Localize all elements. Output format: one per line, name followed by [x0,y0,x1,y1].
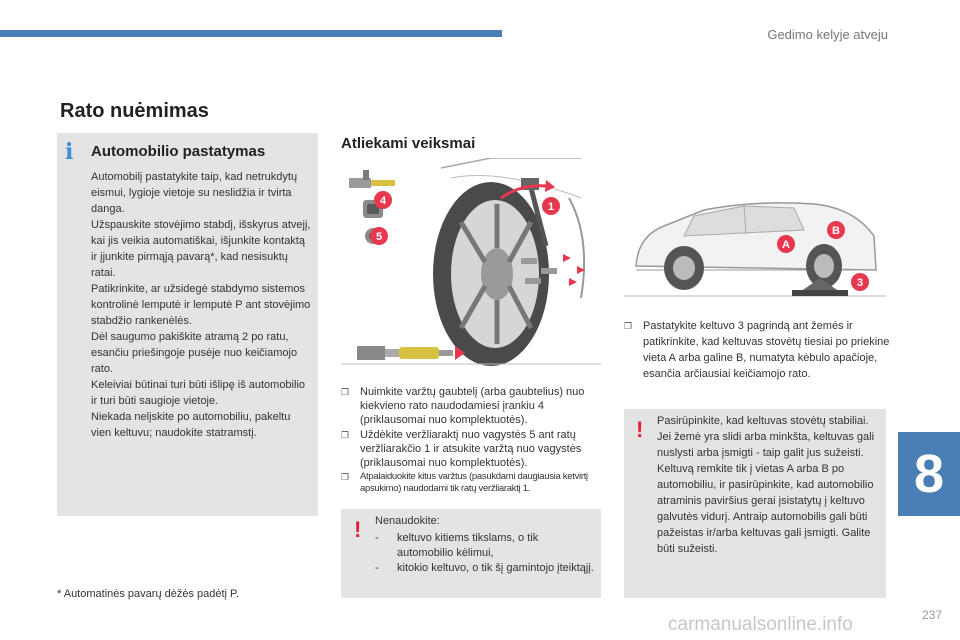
actions-heading: Atliekami veiksmai [341,135,476,152]
marker-3 [851,273,869,291]
marker-label: 5 [375,231,383,243]
marker-4 [374,191,392,209]
info-paragraph: Keleiviai būtinai turi būti išlipę iš automobilio ir turi būti saugioje vietoje. [91,379,306,407]
steps-list [341,385,601,496]
warning-item: - kitokio keltuvo, o tik šį gamintojo įteiktąjį. [375,562,594,574]
header-accent-bar [0,30,502,37]
warning-text: Pasirūpinkite, kad keltuvas stovėtų stabiliai. Jei žemė yra slidi arba minkšta, keltuvas gali nuslysti arba įsmigti - taip galit jus sužeisti. Keltuvą remkite tik į vietas A arba B po automobiliu, ir pasirūpinkite, kad automobilio atraminis paviršius gerai įsistatytų į keltuvo galvutės vidurį. Antraip automobilis gali būti pažeistas ir/arba keltuvas gali įsmigti. Galite būti sužeisti. [657,415,875,555]
marker-1 [542,197,560,215]
jack-step: ❐ Pastatykite keltuvo 3 pagrindą ant žemės ir patikrinkite, kad keltuvas stovėtų tiesiai po priekine vieta A arba galine B, numatyta kėbulo apačioje, esančia arčiausiai keičiamojo rato. [624,320,890,380]
chapter-tab: 8 [898,432,960,516]
step-text: Atpalaiduokite kitus varžtus (pasukdami daugiausia ketvirtį apsukimo) naudodami tik ratų veržliaraktį 1. [360,471,588,494]
marker-B [827,221,845,239]
step-text: Uždėkite veržliaraktį nuo vagystės 5 ant ratų veržliarakčio 1 ir atsukite varžtą nuo vagystės (priklausomai nuo komplektuotės). [360,429,582,469]
warning-icon: ! [354,517,362,542]
marker-label: A [782,239,790,251]
warning-box-jack [341,509,601,598]
warning-title: Nenaudokite: [375,515,440,527]
wrench-extension-image [357,346,465,360]
marker-label: B [832,225,840,237]
info-paragraph: Dėl saugumo pakiškite atramą 2 po ratu, esančiu priešingoje pusėje nuo keičiamojo rato. [91,331,298,375]
footnote: * Automatinės pavarų dėžės padėtį P. [57,588,240,600]
marker-5 [370,227,388,245]
jack-image [792,278,848,296]
step-item: ❐ Uždėkite veržliaraktį nuo vagystės 5 ant ratų veržliarakčio 1 ir atsukite varžtą nuo vagystės (priklausomai nuo komplektuotės). [341,429,582,469]
warning-item: - keltuvo kitiems tikslams, o tik automobilio kėlimui, [375,532,539,559]
info-paragraph: Užspauskite stovėjimo stabdį, išskyrus atvejį, kai jis veikia automatiškai, išjunkite kontaktą ir įjunkite pirmąją pavarą*, kad nesisuktų ratai. [91,219,311,279]
info-paragraph: Patikrinkite, ar užsidegė stabdymo sistemos kontrolinė lemputė ir lemputė P ant stovėjimo stabdžio rankenėlės. [91,283,311,327]
marker-label: 1 [547,201,555,213]
info-paragraph: Automobilį pastatykite taip, kad netrukdytų eismui, lygioje vietoje su neslidžia ir tvirta danga. [91,171,298,215]
step-text: Pastatykite keltuvo 3 pagrindą ant žemės ir patikrinkite, kad keltuvas stovėtų tiesiai po priekine vieta A arba galine B, numatyta kėbulo apačioje, esančia arčiausiai keičiamojo rato. [643,320,890,380]
info-text [91,169,313,441]
info-icon: i [65,139,74,165]
cap-tool-image [349,170,395,188]
warning-box-stability [624,409,886,598]
info-box [57,133,318,516]
info-heading: Automobilio pastatymas [91,143,266,160]
car-jack-illustration [624,196,886,308]
marker-A [777,235,795,253]
marker-label: 4 [379,195,387,207]
info-paragraph: Niekada nelįskite po automobiliu, pakeltu vien keltuvu; naudokite statramstį. [91,411,291,439]
section-title: Gedimo kelyje atveju [767,27,888,42]
step-text: Nuimkite varžtų gaubtelį (arba gaubtelius) nuo kiekvieno rato naudodamiesi įrankiu 4 (priklausomai nuo komplektuotės). [360,386,585,426]
page-number: 237 [921,608,942,622]
warning-list [375,531,595,576]
page-title: Rato nuėmimas [60,100,209,122]
marker-label: 3 [856,277,864,289]
step-item: ❐ Atpalaiduokite kitus varžtus (pasukdami daugiausia ketvirtį apsukimo) naudodami tik ratų veržliaraktį 1. [341,471,588,494]
wheel-illustration [341,158,601,376]
watermark: carmanualsonline.info [668,614,853,635]
warning-icon: ! [636,417,644,442]
step-item: ❐ Nuimkite varžtų gaubtelį (arba gaubtelius) nuo kiekvieno rato naudodamiesi įrankiu 4 (priklausomai nuo komplektuotės). [341,386,585,426]
